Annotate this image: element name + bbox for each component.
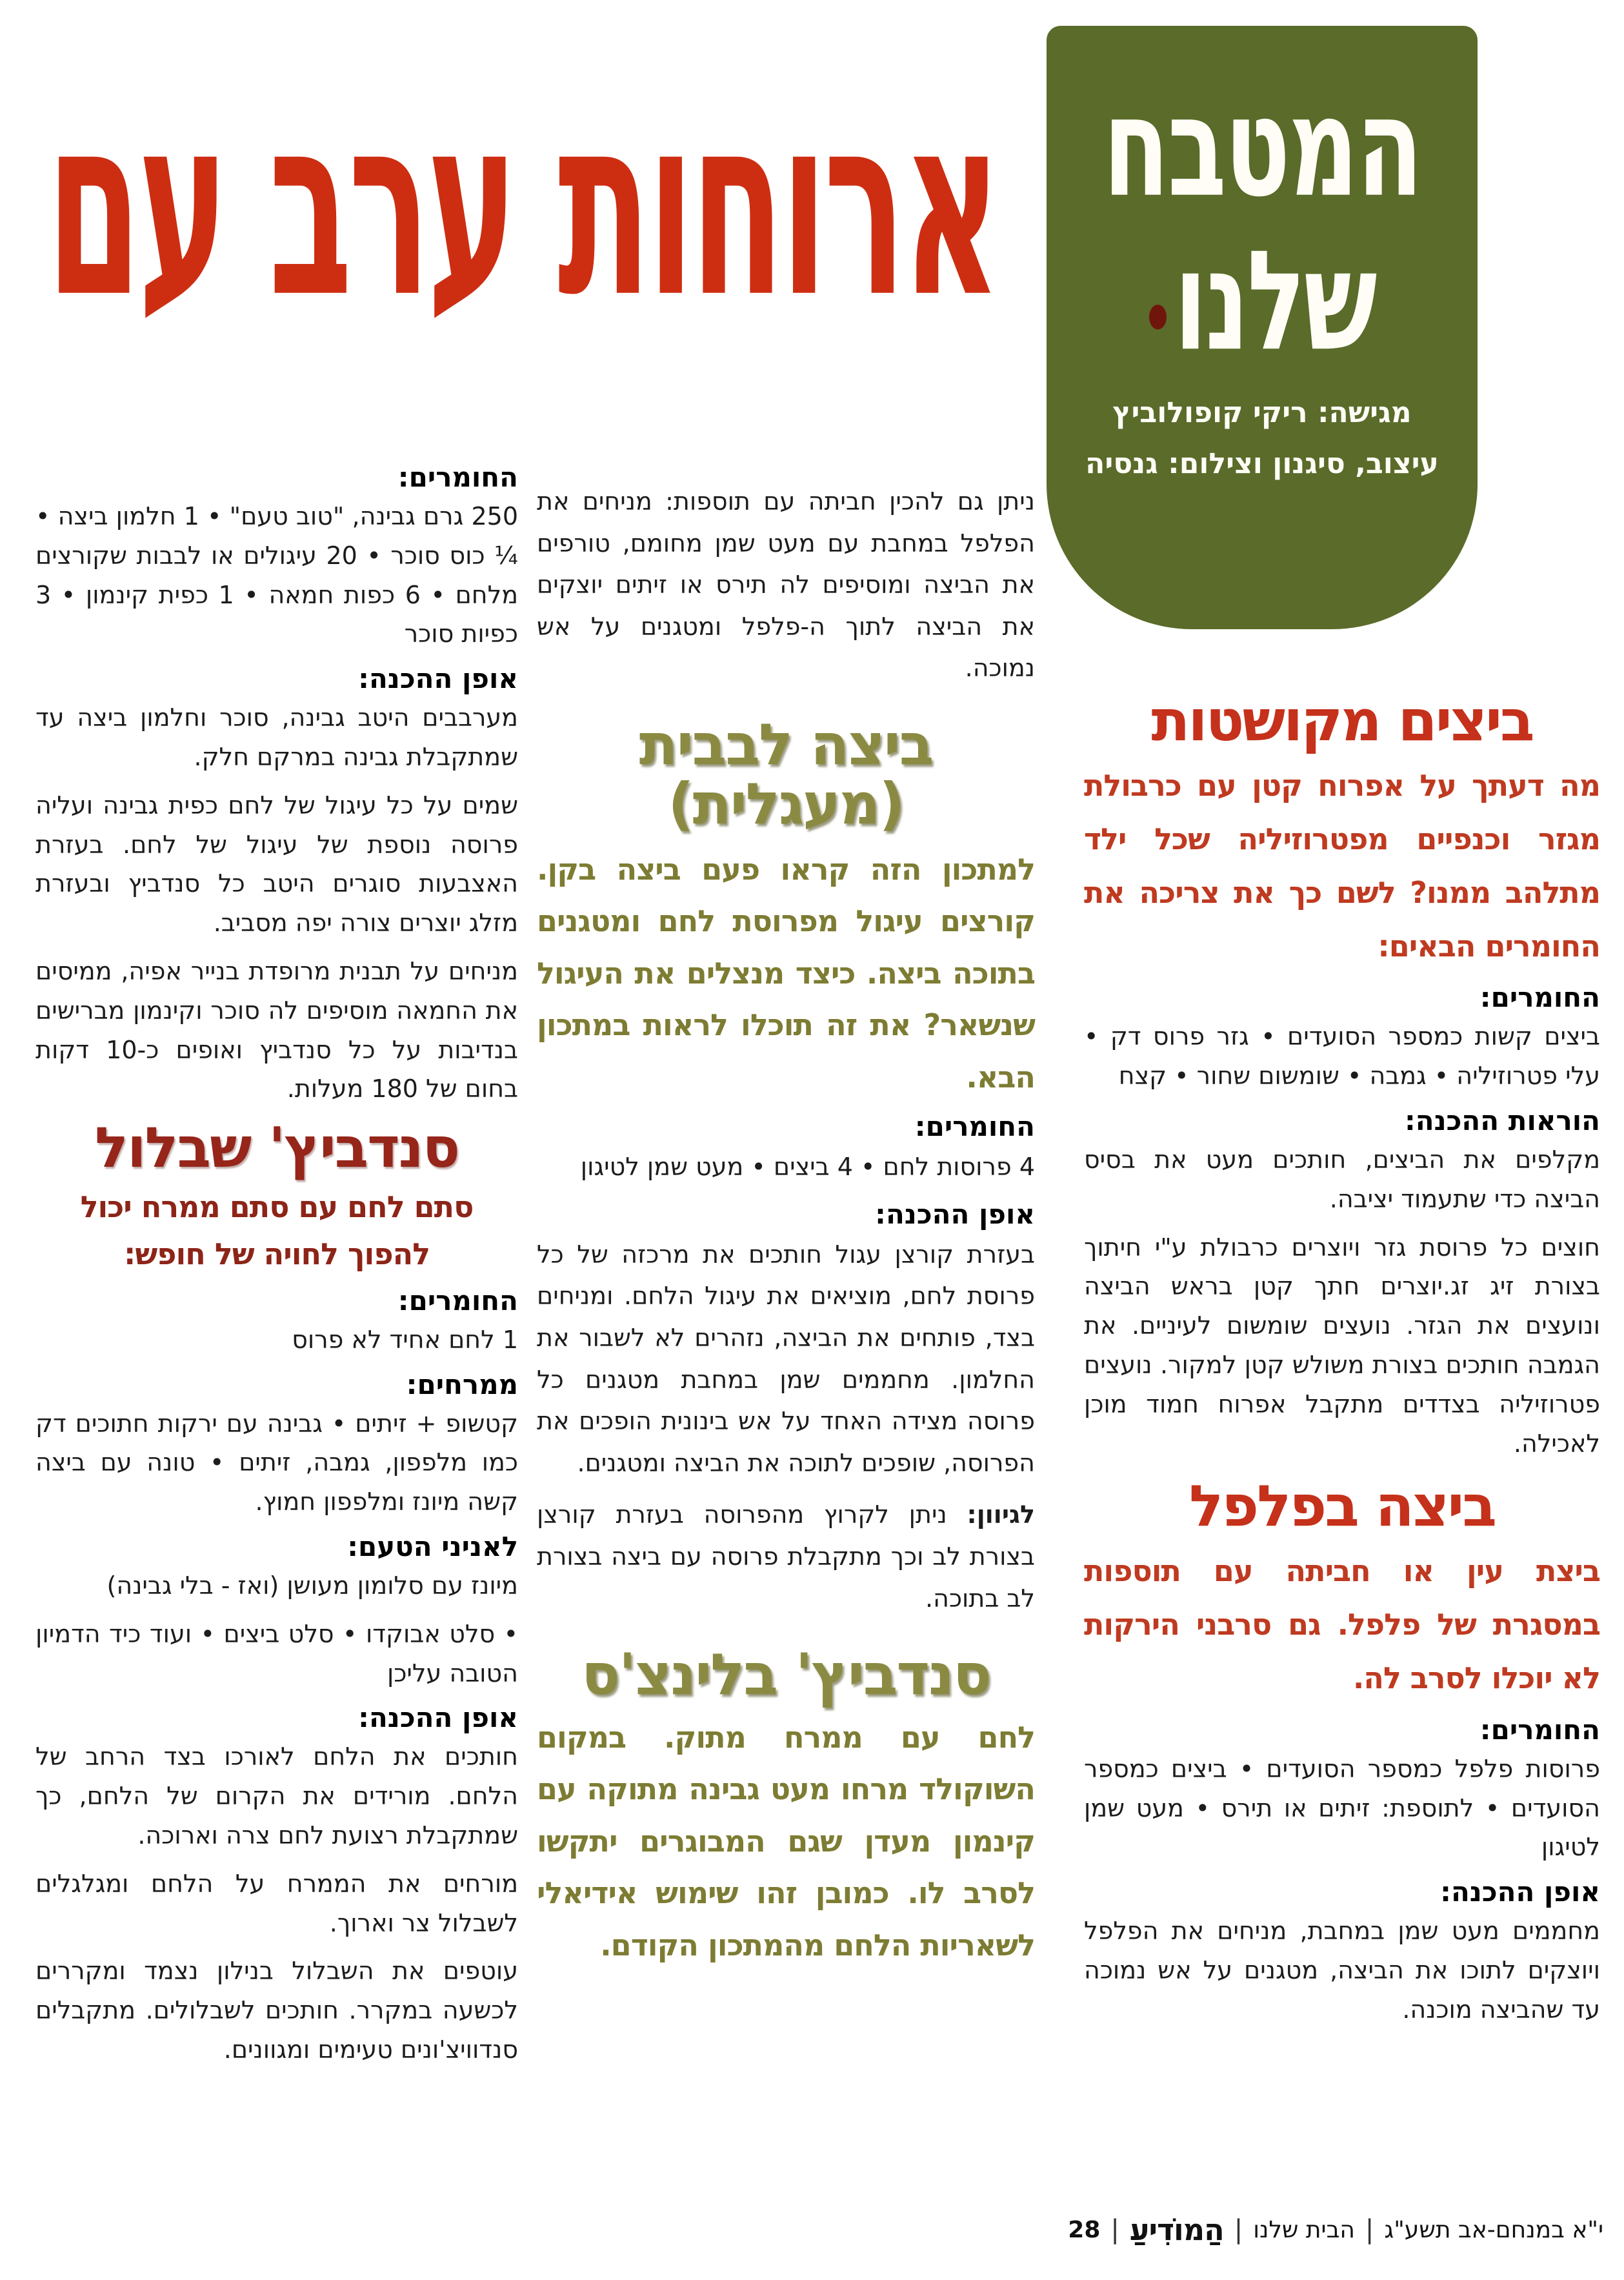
section-label: החומרים: [1479, 1713, 1600, 1746]
recipe-title: סנדביץ' שבלול [94, 1116, 459, 1181]
recipe-intro: לחם עם ממרח מתוק. במקום השוקולד מרחו מעט גבינה מתוקה עם קינמון מעדן שגם המבוגרים יתקשו לסרב לו. כמובן זהו שימוש אידיאלי לשאריות הלחם מהמתכון הקודם. [537, 1719, 1035, 1962]
recipe-title: ביצה לבבית [639, 711, 933, 778]
paragraph: ביצים קשות כמספר הסועדים • גזר פרוס דק • עלי פטרוזיליה • גמבה • שומשום שחור • קצח [1084, 1022, 1600, 1091]
badge-title-line2-text: שלנו [1174, 222, 1376, 382]
section-label: החומרים: [1479, 982, 1600, 1014]
column-middle [537, 481, 1035, 1977]
paragraph: 1 לחם אחיד לא פרוס [292, 1325, 518, 1354]
column-right [1084, 687, 1600, 2039]
paragraph: מקלפים את הביצים, חותכים מעט את בסיס הביצה כדי שתעמוד יציבה. [1084, 1145, 1600, 1213]
paragraph: שמים על כל עיגול של לחם כפית גבינה ועליה פרוסה נוספת של עיגול של לחם. בעזרת האצבעות סוגרים היטב כל סנדביץ ובעזרת מזלג יוצרים צורה יפה מסביב. [35, 791, 518, 938]
column-left [35, 461, 518, 2079]
section-label: ממרחים: [406, 1368, 518, 1400]
badge-credits [1047, 387, 1478, 489]
recipe-title: ביצים מקושטות [1151, 687, 1533, 754]
separator: | [1234, 2215, 1243, 2245]
separator: | [1110, 2215, 1119, 2245]
paragraph: מיונז עם סלומון מעושן (ואז - בלי גבינה) [106, 1571, 518, 1600]
kitchen-badge [1047, 26, 1478, 629]
badge-title-line1: המטבח [1103, 68, 1421, 228]
section-label: אופן ההכנה: [875, 1198, 1035, 1230]
section-label: החומרים: [397, 461, 518, 493]
page-footer [1068, 2212, 1603, 2247]
hebrew-date: י"א במנחם-אב תשע"ג [1384, 2216, 1603, 2243]
section-label: החומרים: [397, 1284, 518, 1317]
paragraph: מחממים מעט שמן במחבת, מניחים את הפלפל ויוצקים לתוכו את הביצה, מטגנים על אש נמוכה עד שהביצה מוכנה. [1084, 1917, 1600, 2024]
credit-presenter: מגישה: ריקי קופולוביץ [1112, 396, 1412, 429]
paragraph: • סלט אבוקדו • סלט ביצים • ועוד כיד הדמיון הטובה עליכן [35, 1619, 518, 1688]
recipe-intro: מה דעתך על אפרוח קטן עם כרבולת מגזר וכנפיים מפטרוזיליה שכל ילד מתלהב ממנו? לשם כך את צריכה את החומרים הבאים: [1084, 768, 1600, 963]
recipe-title: סנדביץ' בלינצ'ס [581, 1641, 990, 1708]
paragraph: ניתן גם להכין חביתה עם תוספות: מניחים את הפלפל במחבת עם מעט שמן מחומם, טורפים את הביצה ומוסיפים לה תירס או זיתים יוצקים את הביצה לתוך ה-פלפל ומטגנים על אש נמוכה. [537, 487, 1035, 683]
shuruk-dot-icon [1149, 305, 1167, 329]
paragraph: פרוסות פלפל כמספר הסועדים • ביצים כמספר הסועדים • לתוספת: זיתים או תירס • מעט שמן לטיגון [1084, 1754, 1600, 1862]
paragraph: מניחים על תבנית מרופדת בנייר אפיה, ממיסים את החמאה מוסיפים לה סוכר וקינמון מברישים בנדיבות על כל סנדביץ ואופים כ-10 דקות בחום של 180 מעלות. [35, 956, 518, 1104]
paragraph: מערבבים היטב גבינה, סוכר וחלמון ביצה עד שמתקבלת גבינה במרקם חלק. [35, 703, 518, 771]
section-label: אופן ההכנה: [358, 663, 518, 695]
section-label: הוראות ההכנה: [1404, 1104, 1600, 1136]
page-number: 28 [1068, 2216, 1101, 2243]
paragraph: מורחים את הממרח על הלחם ומגלגלים לשבלול צר וארוך. [35, 1869, 518, 1937]
paragraph: חוצים כל פרוסת גזר ויוצרים כרבולת ע"י חיתוך בצורת זיג זג.יוצרים חתך קטן בראש הביצה ונועצים את הגזר. נועצים שומשום לעיניים. את הגמבה חותכים בצורת משולש קטן למקור. נועצים פטרוזיליה בצדדים מתקבל אפרוח חמוד מוכן לאכילה. [1084, 1233, 1600, 1458]
recipe-intro: סתם לחם עם סתם ממרח יכול להפוך לחויה של חופש: [80, 1189, 474, 1271]
supplement-name: הבית שלנו [1253, 2216, 1355, 2243]
recipe-title: ביצה בפלפל [1188, 1473, 1496, 1540]
section-label: החומרים: [914, 1111, 1035, 1143]
paragraph: לגיוון: ניתן לקרוץ מהפרוסה בעזרת קורצן בצורת לב וכך מתקבלת פרוסה עם ביצה בצורת לב בתוכה. [537, 1500, 1035, 1613]
section-label: אופן ההכנה: [358, 1702, 518, 1734]
paragraph: קטשופ + זיתים • גבינה עם ירקות חתוכים דק כמו מלפפון, גמבה, זיתים • טונה עם ביצה קשה מיונז ומלפפון חמוץ. [35, 1409, 518, 1517]
credit-design-photo: עיצוב, סיגנון וצילום: גנסיה [1085, 447, 1439, 481]
paragraph: 250 גרם גבינה, "טוב טעם" • 1 חלמון ביצה • ¼ כוס סוכר • 20 עיגולים או לבבות שקורצים מלחם • 6 כפות חמאה • 1 כפית קינמון • 3 כפיות סוכר [35, 502, 519, 649]
recipe-intro: למתכון הזה קראו פעם ביצה בקן. קורצים עיגול מפרוסת לחם ומטגנים בתוכה ביצה. כיצד מנצלים את העיגול שנשאר? את זה תוכלו לראות במתכון הבא. [537, 851, 1035, 1095]
paragraph: חותכים את הלחם לאורכו בצד הרחב של הלחם. מורידים את הקרום של הלחם, כך שמתקבלת רצועת לחם צרה וארוכה. [35, 1742, 518, 1850]
recipe-intro: ביצת עין או חביתה עם תוספות במסגרת של פלפל. גם סרבני הירקות לא יוכלו לסרב לה. [1084, 1553, 1600, 1696]
paragraph: בעזרת קורצן עגול חותכים את מרכזה של כל פרוסת לחם, מוציאים את עיגול הלחם. ומניחים בצד, פותחים את הביצה, נזהרים לא לשבור את החלמון. מחממים שמן במחבת מטגנים כל פרוסה מצידה האחד על אש בינונית הופכים את הפרוסה, שופכים לתוכה את הביצה ומטגנים. [537, 1240, 1035, 1477]
recipe-title-subtitle: (מעגלית) [668, 771, 904, 838]
newspaper-name: הַמוֹדִיעַ [1129, 2212, 1224, 2247]
paragraph: עוטפים את השבלול בנילון נצמד ומקררים לכשעה במקרר. חותכים לשבלולים. מתקבלים סנדוויצ'ונים טעימים ומגוונים. [35, 1957, 518, 2064]
separator: | [1365, 2215, 1374, 2245]
badge-title-line2 [1047, 222, 1478, 382]
paragraph: 4 פרוסות לחם • 4 ביצים • מעט שמן לטיגון [580, 1153, 1035, 1182]
section-label: אופן ההכנה: [1440, 1876, 1600, 1908]
badge-title [1047, 68, 1478, 382]
main-headline: ארוחות ערב עם [46, 61, 998, 352]
section-label: לאניני הטעם: [347, 1531, 518, 1563]
